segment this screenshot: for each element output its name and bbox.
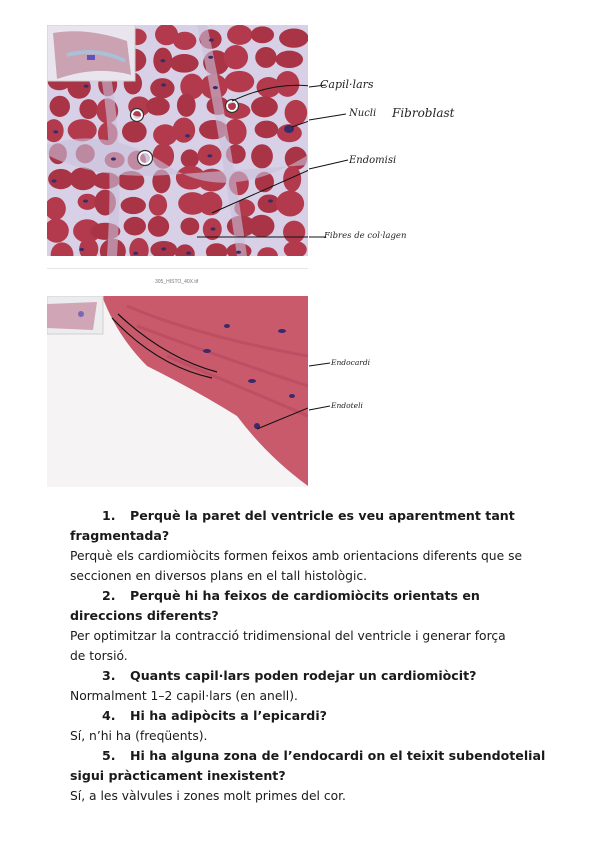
answer-text: Perquè els cardiomiòcits formen feixos amb orientacions diferents que se [70, 549, 523, 563]
label-endomisi: Endomisi [349, 155, 397, 166]
question-block-1 [70, 506, 560, 586]
label-fibroblast: Fibroblast [392, 106, 455, 120]
answer-text-cont: de torsió. [70, 649, 128, 663]
question-text: 2. Perquè hi ha feixos de cardiomiòcits orientats en [102, 588, 480, 603]
question-text: 4. Hi ha adipòcits a l’epicardi? [102, 708, 327, 723]
label-fibres-collagen: Fibres de col·lagen [324, 231, 407, 241]
question-text: 1. Perquè la paret del ventricle es veu aparentment tant [102, 508, 515, 523]
figure1-leader-lines [0, 0, 601, 300]
label-nucli: Nucli [349, 108, 377, 119]
label-capillars: Capil·lars [320, 78, 374, 91]
figure2-leader-lines [0, 300, 601, 500]
question-block-3 [70, 666, 560, 706]
question-text: 3. Quants capil·lars poden rodejar un cardiomiòcit? [102, 668, 477, 683]
answer-text: Sí, a les vàlvules i zones molt primes del cor. [70, 789, 346, 803]
questions-list [70, 506, 560, 806]
answer-text-cont: seccionen en diversos plans en el tall histològic. [70, 569, 368, 583]
question-block-4 [70, 706, 560, 746]
question-block-5 [70, 746, 560, 806]
question-block-2 [70, 586, 560, 666]
answer-text: Per optimitzar la contracció tridimensional del ventricle i generar força [70, 629, 506, 643]
question-text-cont: fragmentada? [70, 528, 170, 543]
label-endocardi: Endocardi [331, 358, 371, 367]
figure-separator [47, 268, 308, 269]
answer-text: Normalment 1–2 capil·lars (en anell). [70, 689, 298, 703]
question-text-cont: direccions diferents? [70, 608, 219, 623]
question-text: 5. Hi ha alguna zona de l’endocardi on el teixit subendotelial [102, 748, 546, 763]
label-endoteli: Endoteli [331, 401, 363, 410]
figure1-caption: 305_HISTO_40X.tif [155, 279, 199, 285]
answer-text: Sí, n’hi ha (freqüents). [70, 729, 208, 743]
question-text-cont: sigui pràcticament inexistent? [70, 768, 286, 783]
